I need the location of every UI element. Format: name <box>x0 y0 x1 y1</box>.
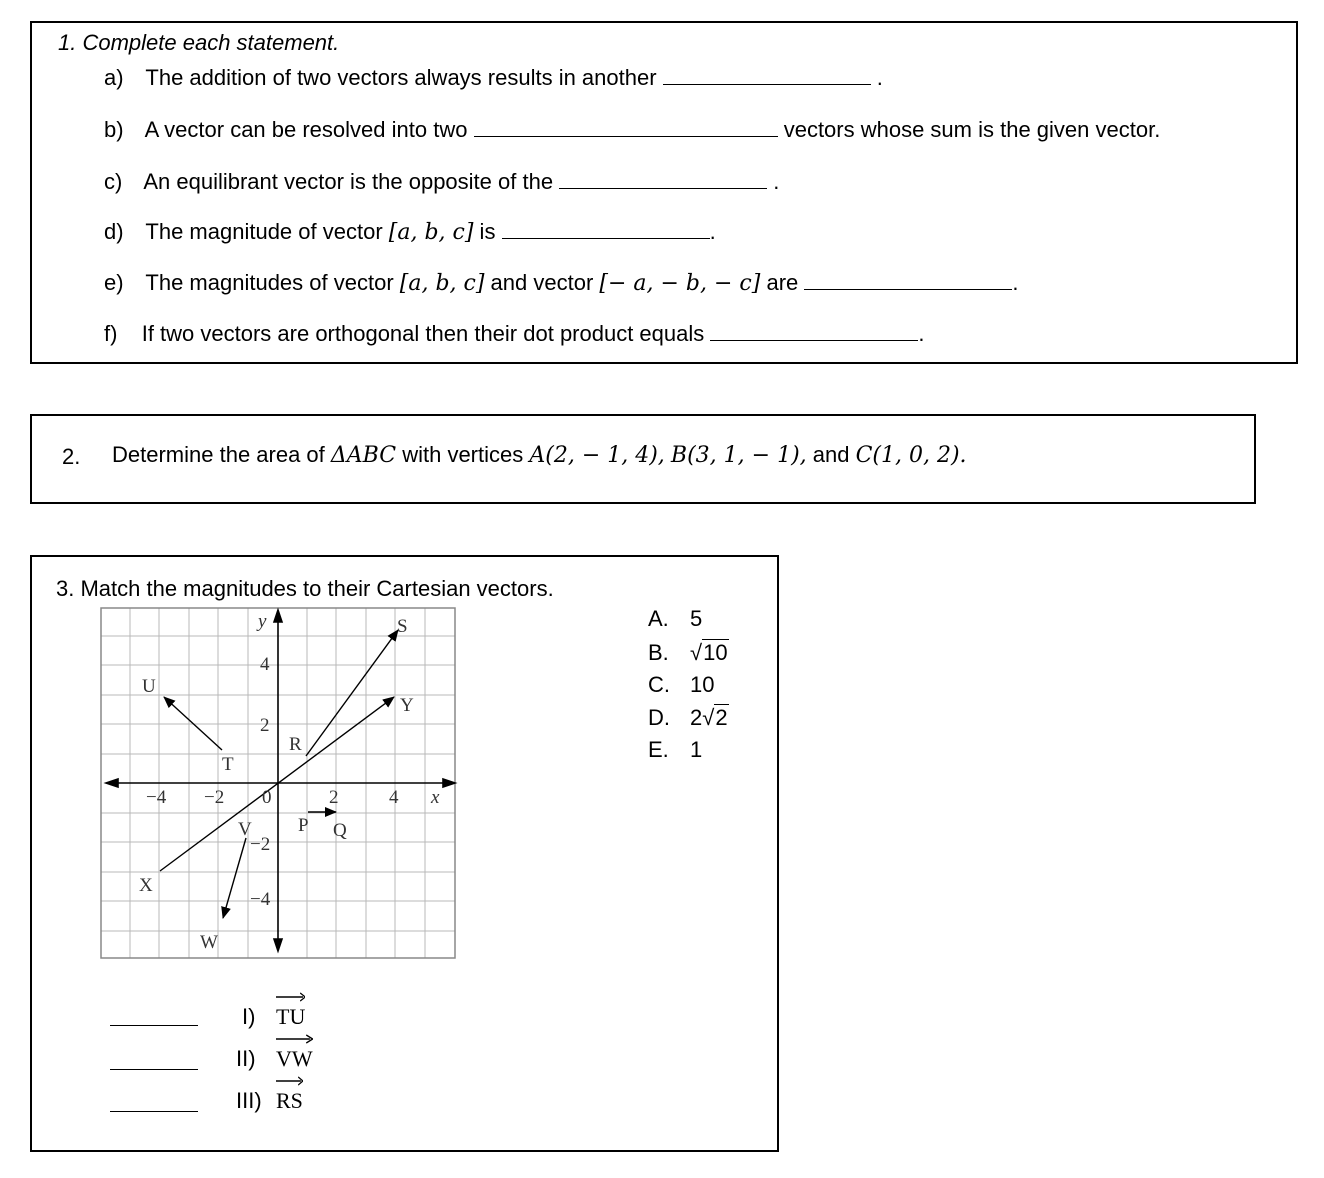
q1-e-mid: and vector <box>484 270 600 295</box>
x-tick-0: 0 <box>262 787 272 808</box>
q2-vertex-b: B(3, 1, − 1), <box>670 443 807 468</box>
vector-item-2 <box>236 1046 313 1072</box>
answer-c[interactable] <box>648 672 714 698</box>
answer-d-label: D. <box>648 705 670 730</box>
q1-b-label: b) <box>104 117 124 142</box>
vector-graph <box>99 604 459 962</box>
answer-a-value: 5 <box>690 606 703 631</box>
answer-a-label: A. <box>648 606 669 631</box>
answer-c-label: C. <box>648 672 670 697</box>
q1-d-label: d) <box>104 219 124 244</box>
arrow-over-icon <box>276 1076 303 1086</box>
q2-pre: Determine the area of <box>112 442 331 467</box>
x-tick-2: 2 <box>329 787 339 808</box>
vector-item-1-name <box>276 1004 305 1030</box>
q1-d-end: . <box>709 219 716 244</box>
q1-e-vector-1: [a, b, c] <box>399 271 485 296</box>
match-blank-1[interactable] <box>110 1024 198 1026</box>
answer-c-value: 10 <box>690 672 715 697</box>
point-q: Q <box>333 820 347 841</box>
point-x: X <box>139 875 153 896</box>
graph-axes <box>106 610 455 951</box>
x-tick-4: 4 <box>389 787 399 808</box>
q1-b-after: vectors whose sum is the given vector. <box>783 117 1161 142</box>
answer-d-radicand: 2 <box>715 705 728 730</box>
q1-e-post: are <box>760 270 799 295</box>
q1-a-blank[interactable] <box>663 66 871 85</box>
q1-f-end: . <box>918 321 925 346</box>
answer-b-label: B. <box>648 640 669 665</box>
q1-title: 1. Complete each statement. <box>58 30 340 55</box>
vector-item-3-label: III) <box>236 1088 262 1113</box>
q1-f-label: f) <box>104 321 118 346</box>
q1-d-blank[interactable] <box>502 220 710 239</box>
y-tick-2: 2 <box>260 715 270 736</box>
q1-c-text: An equilibrant vector is the opposite of the <box>143 169 554 194</box>
point-y: Y <box>400 695 414 716</box>
q1-a-label: a) <box>104 65 124 90</box>
point-v: V <box>238 819 252 840</box>
vector-item-3-text: RS <box>276 1088 303 1113</box>
arrow-over-icon <box>276 992 305 1002</box>
y-tick-neg2: −2 <box>250 834 271 855</box>
answer-e-value: 1 <box>690 737 703 762</box>
q1-c-label: c) <box>104 169 123 194</box>
q1-b <box>104 117 1160 143</box>
q1-b-text: A vector can be resolved into two <box>144 117 468 142</box>
vector-rs <box>306 630 398 756</box>
q1-e-blank[interactable] <box>804 271 1012 290</box>
q1-e-pre: The magnitudes of vector <box>145 270 400 295</box>
arrow-over-icon <box>276 1034 313 1044</box>
q1-f-text: If two vectors are orthogonal then their dot product equals <box>141 321 705 346</box>
vector-item-3-name <box>276 1088 303 1114</box>
graph-vectors <box>160 630 398 918</box>
answer-e-label: E. <box>648 737 669 762</box>
q2-vertex-c: C(1, 0, 2). <box>855 443 967 468</box>
q2-mid: with vertices <box>396 442 530 467</box>
point-w: W <box>200 932 218 953</box>
answer-b-value: √10 <box>690 640 728 665</box>
q2-triangle: ΔABC <box>330 443 397 468</box>
vector-item-1-text: TU <box>276 1004 306 1029</box>
q1-d-pre: The magnitude of vector <box>145 219 389 244</box>
q1-c-blank[interactable] <box>559 170 767 189</box>
q1-e <box>104 270 1019 297</box>
point-s: S <box>397 616 408 637</box>
q2-and: and <box>806 442 856 467</box>
vector-item-2-text: VW <box>276 1046 313 1071</box>
x-tick-neg4: −4 <box>146 787 167 808</box>
q1-d <box>104 219 716 246</box>
answer-d-value: √2 <box>702 705 728 730</box>
q1-e-vector-2: [− a, − b, − c] <box>599 271 761 296</box>
q1-b-blank[interactable] <box>474 118 778 137</box>
q3-title: 3. Match the magnitudes to their Cartesian vectors. <box>56 576 554 601</box>
q1-a-end: . <box>876 65 883 90</box>
q2-vertex-a: A(2, − 1, 4), <box>529 443 665 468</box>
answer-b-radicand: 10 <box>703 640 728 665</box>
answer-d[interactable] <box>648 705 729 731</box>
point-p: P <box>298 815 309 836</box>
answer-a[interactable] <box>648 606 702 632</box>
q2-number: 2. <box>62 444 81 469</box>
point-u: U <box>142 676 156 697</box>
point-r: R <box>289 734 302 755</box>
q2-statement <box>112 442 967 469</box>
match-blank-2[interactable] <box>110 1068 198 1070</box>
q1-f-blank[interactable] <box>710 322 918 341</box>
q1-d-post: is <box>473 219 496 244</box>
vector-item-1-label: I) <box>242 1004 256 1029</box>
x-tick-neg2: −2 <box>204 787 225 808</box>
y-axis-label: y <box>258 611 267 632</box>
q1-a-text: The addition of two vectors always results in another <box>145 65 657 90</box>
x-axis-label: x <box>431 787 440 808</box>
y-tick-neg4: −4 <box>250 889 271 910</box>
q1-f <box>104 321 925 347</box>
vector-item-1 <box>242 1004 305 1030</box>
vector-xy <box>160 697 394 871</box>
q1-e-label: e) <box>104 270 124 295</box>
q1-a <box>104 65 883 91</box>
vector-item-2-label: II) <box>236 1046 256 1071</box>
vector-vw <box>223 838 246 918</box>
q1-d-vector: [a, b, c] <box>388 220 474 245</box>
match-blank-3[interactable] <box>110 1110 198 1112</box>
q1-e-end: . <box>1012 270 1019 295</box>
y-tick-4: 4 <box>260 654 270 675</box>
q1-c <box>104 169 779 195</box>
answer-e[interactable] <box>648 737 702 763</box>
vector-item-3 <box>236 1088 303 1114</box>
answer-b[interactable] <box>648 640 729 666</box>
answer-d-coef: 2 <box>690 705 703 730</box>
point-t: T <box>222 754 234 775</box>
q1-c-end: . <box>773 169 780 194</box>
vector-item-2-name <box>276 1046 313 1072</box>
